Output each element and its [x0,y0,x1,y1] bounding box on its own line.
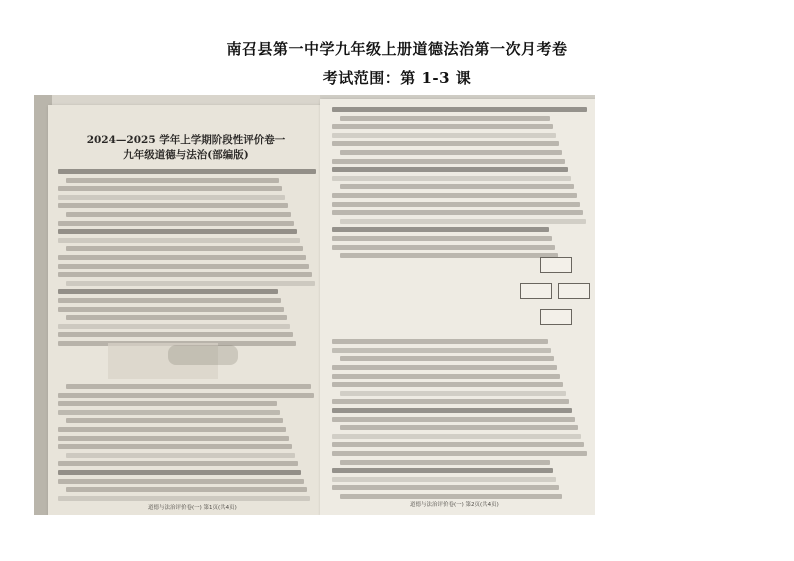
blurred-text-line [66,453,295,458]
blurred-text-line [332,485,559,490]
blurred-text-line [58,229,297,234]
blurred-text-line [332,348,551,353]
blurred-text-line [66,315,287,320]
blurred-text-line [58,169,316,174]
blurred-text-line [332,477,556,482]
blurred-text-line [332,468,553,473]
blurred-text-line [332,227,549,232]
blurred-text-line [58,221,294,226]
blurred-text-line [58,332,293,337]
blurred-text-line [332,417,575,422]
flowchart-figure [520,257,592,327]
blurred-text-line [340,116,550,121]
blurred-text-line [340,184,574,189]
photo-blur [168,345,238,365]
right-exam-sheet [320,99,595,515]
blurred-text-line [332,408,572,413]
blurred-text-line [332,133,556,138]
blurred-text-line [66,212,291,217]
blurred-text-line [332,107,587,112]
blurred-text-line [332,442,584,447]
blurred-text-line [58,186,282,191]
blurred-text-line [58,238,300,243]
blurred-text-line [66,178,279,183]
blurred-text-line [340,460,550,465]
blurred-text-line [58,401,277,406]
left-sheet-heading-line2: 九年级道德与法治(部编版) [123,149,249,161]
blurred-text-line [58,298,281,303]
blurred-text-line [58,427,286,432]
blurred-text-line [66,246,303,251]
flow-box [558,283,590,299]
left-exam-sheet [48,105,324,515]
blurred-text-line [58,272,312,277]
blurred-text-line [66,384,311,389]
blurred-text-line [340,356,554,361]
blurred-text-line [58,289,278,294]
blurred-text-line [332,141,559,146]
blurred-text-line [332,339,548,344]
blurred-text-line [58,496,310,501]
flow-box [540,309,572,325]
blurred-text-line [332,434,581,439]
blurred-text-line [340,391,566,396]
blurred-text-line [332,193,577,198]
blurred-text-line [58,410,280,415]
flow-box [540,257,572,273]
blurred-text-line [340,150,562,155]
blurred-text-line [58,461,298,466]
left-sheet-footer: 道德与法治评价卷(一) 第1页(共4页) [148,505,237,511]
blurred-text-line [340,219,586,224]
blurred-text-line [58,255,306,260]
blurred-text-line [66,487,307,492]
blurred-text-line [66,281,315,286]
blurred-text-line [66,418,283,423]
right-sheet-footer: 道德与法治评价卷(一) 第2页(共4页) [410,502,499,508]
blurred-text-line [58,444,292,449]
blurred-text-line [58,436,289,441]
blurred-text-line [332,365,557,370]
blurred-text-line [332,399,569,404]
blurred-text-line [332,202,580,207]
blurred-text-line [332,236,552,241]
blurred-text-line [332,210,583,215]
left-sheet-heading-line1: 2024—2025 学年上学期阶段性评价卷一 [86,134,286,146]
page-title: 南召县第一中学九年级上册道德法治第一次月考卷 [226,40,568,58]
blurred-text-line [332,451,587,456]
blurred-text-line [332,176,571,181]
blurred-text-line [332,374,560,379]
blurred-text-line [332,382,563,387]
blurred-text-line [58,264,309,269]
blurred-text-line [340,425,578,430]
blurred-text-line [340,494,562,499]
exam-scope: 考试范围：第 1-3 课 [322,69,472,87]
flow-box [520,283,552,299]
blurred-text-line [332,159,565,164]
blurred-text-line [332,167,568,172]
blurred-text-line [58,307,284,312]
blurred-text-line [58,203,288,208]
blurred-text-line [58,470,301,475]
exam-paper-photo [34,95,595,515]
blurred-text-line [332,124,553,129]
blurred-text-line [58,393,314,398]
blurred-text-line [58,195,285,200]
blurred-text-line [332,245,555,250]
blurred-text-line [58,479,304,484]
blurred-text-line [58,324,290,329]
